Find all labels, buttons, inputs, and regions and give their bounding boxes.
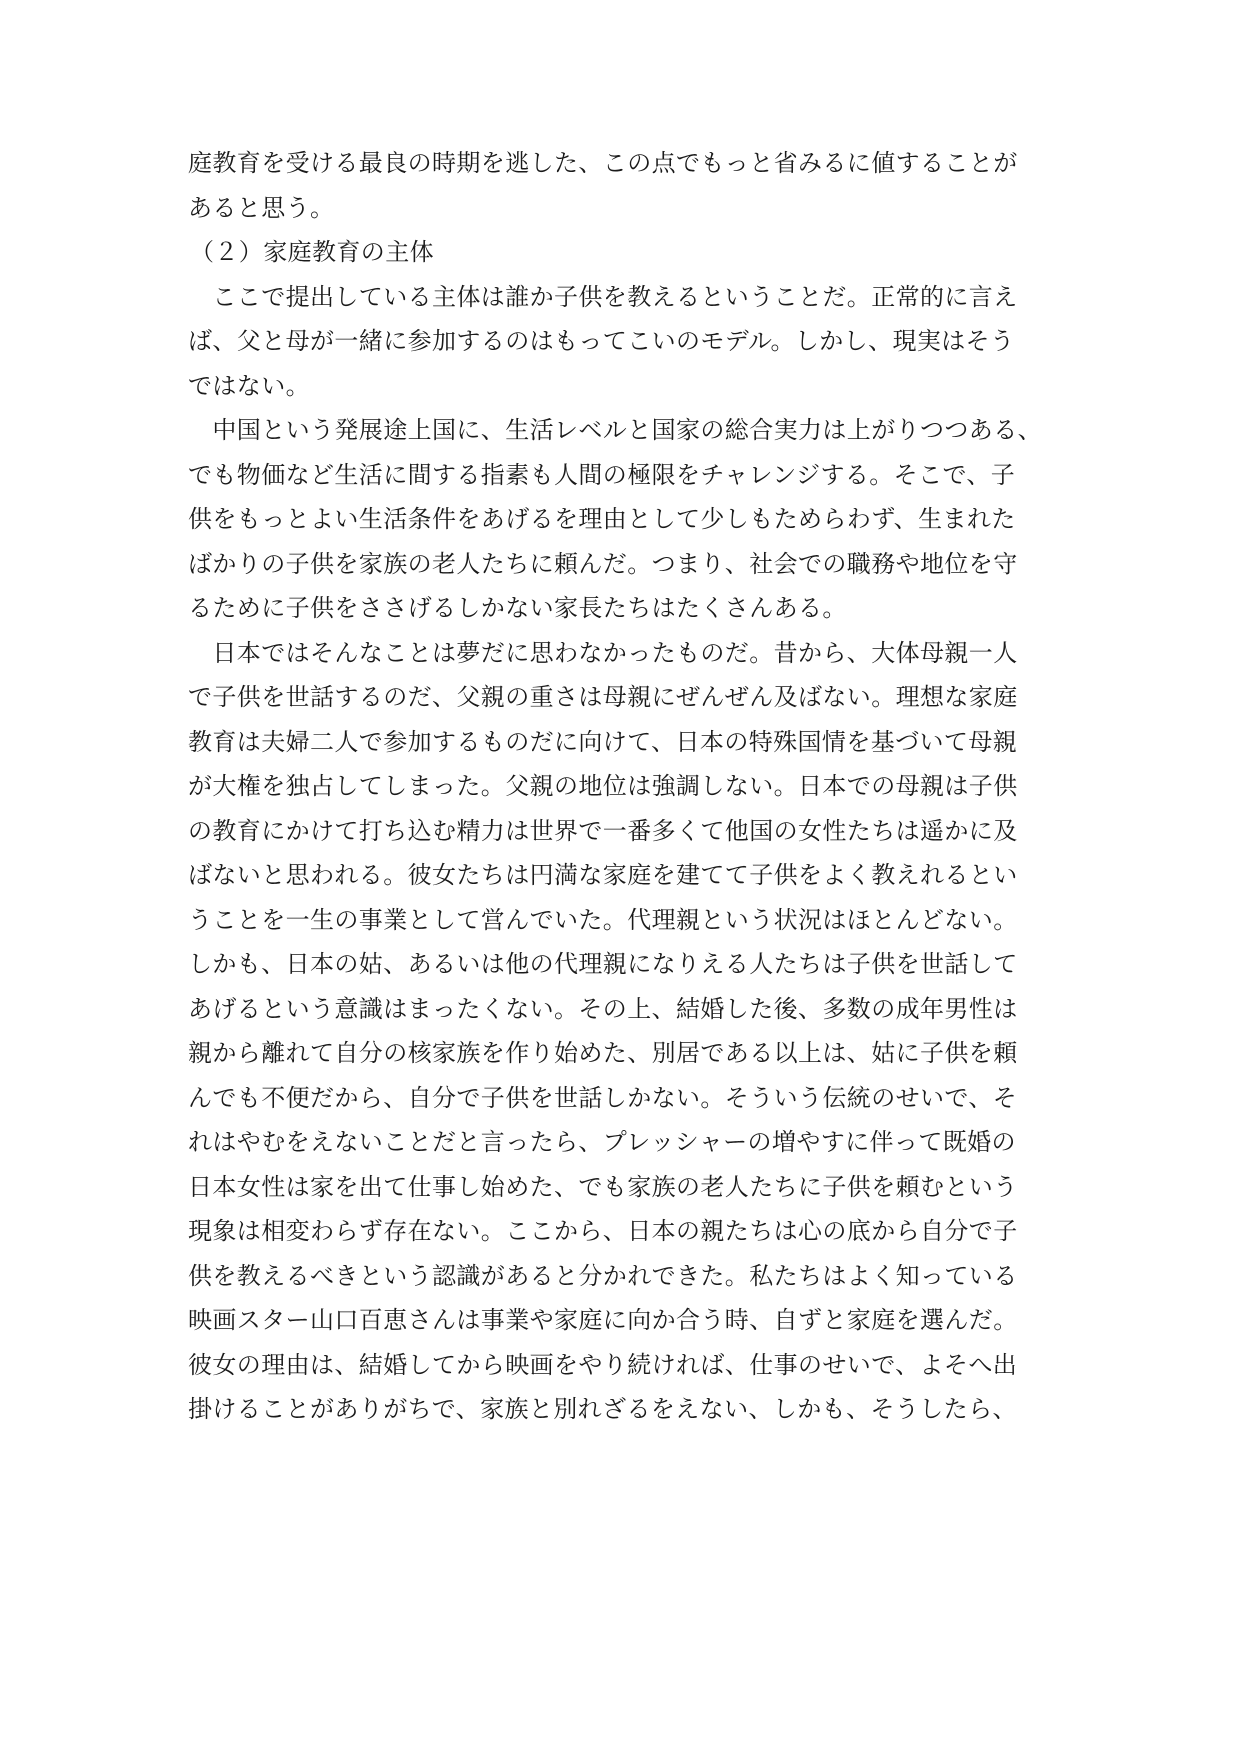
text-line: あげるという意識はまったくない。その上、結婚した後、多数の成年男性は	[188, 994, 1018, 1023]
text-line: ここで提出している主体は誰か子供を教えるということだ。正常的に言え	[188, 282, 1018, 311]
text-line: の教育にかけて打ち込む精力は世界で一番多くて他国の女性たちは遥かに及	[188, 816, 1018, 845]
section-heading: （２）家庭教育の主体	[190, 238, 434, 266]
text-line: 教育は夫婦二人で参加するものだに向けて、日本の特殊国情を基づいて母親	[188, 727, 1018, 756]
text-line: 掛けることがありがちで、家族と別れざるをえない、しかも、そうしたら、	[188, 1395, 1017, 1423]
text-line: れはやむをえないことだと言ったら、プレッシャーの増やすに伴って既婚の	[188, 1128, 1016, 1156]
text-line: 中国という発展途上国に、生活レベルと国家の総合実力は上がりつつある、	[188, 416, 1042, 444]
text-line: 庭教育を受ける最良の時期を逃した、この点でもっと省みるに値することが	[188, 149, 1018, 177]
text-line: が大権を独占してしまった。父親の地位は強調しない。日本での母親は子供	[188, 772, 1018, 800]
text-line: ばないと思われる。彼女たちは円満な家庭を建てて子供をよく教えれるとい	[188, 861, 1018, 889]
text-line: で子供を世話するのだ、父親の重さは母親にぜんぜん及ばない。理想な家庭	[188, 683, 1018, 711]
text-line: るために子供をささげるしかない家長たちはたくさんある。	[188, 594, 847, 622]
text-line: 日本女性は家を出て仕事し始めた、でも家族の老人たちに子供を頼むという	[188, 1172, 1018, 1201]
text-line: うことを一生の事業として営んでいた。代理親という状況はほとんどない。	[188, 905, 1018, 934]
text-line: 日本ではそんなことは夢だに思わなかったものだ。昔から、大体母親一人	[188, 638, 1018, 667]
text-line: 供を教えるべきという認識があると分かれできた。私たちはよく知っている	[188, 1261, 1018, 1290]
text-line: 映画スター山口百恵さんは事業や家庭に向か合う時、自ずと家庭を選んだ。	[188, 1306, 1018, 1334]
text-line: ば、父と母が一緒に参加するのはもってこいのモデル。しかし、現実はそう	[188, 327, 1015, 355]
text-line: ばかりの子供を家族の老人たちに頼んだ。つまり、社会での職務や地位を守	[188, 549, 1018, 578]
text-line: 供をもっとよい生活条件をあげるを理由として少しもためらわず、生まれた	[188, 505, 1016, 533]
text-line: あると思う。	[188, 193, 335, 222]
text-line: ではない。	[188, 371, 310, 400]
text-line: 親から離れて自分の核家族を作り始めた、別居である以上は、姑に子供を頼	[188, 1039, 1018, 1067]
text-line: 彼女の理由は、結婚してから映画をやり続ければ、仕事のせいで、よそへ出	[188, 1350, 1018, 1379]
text-line: 現象は相変わらず存在ない。ここから、日本の親たちは心の底から自分で子	[188, 1217, 1018, 1245]
body-text	[188, 141, 1068, 1432]
text-line: でも物価など生活に間する指素も人間の極限をチャレンジする。そこで、子	[188, 460, 1016, 489]
text-line: んでも不便だから、自分で子供を世話しかない。そういう伝統のせいで、そ	[188, 1083, 1018, 1112]
text-line: しかも、日本の姑、あるいは他の代理親になりえる人たちは子供を世話して	[188, 950, 1018, 978]
